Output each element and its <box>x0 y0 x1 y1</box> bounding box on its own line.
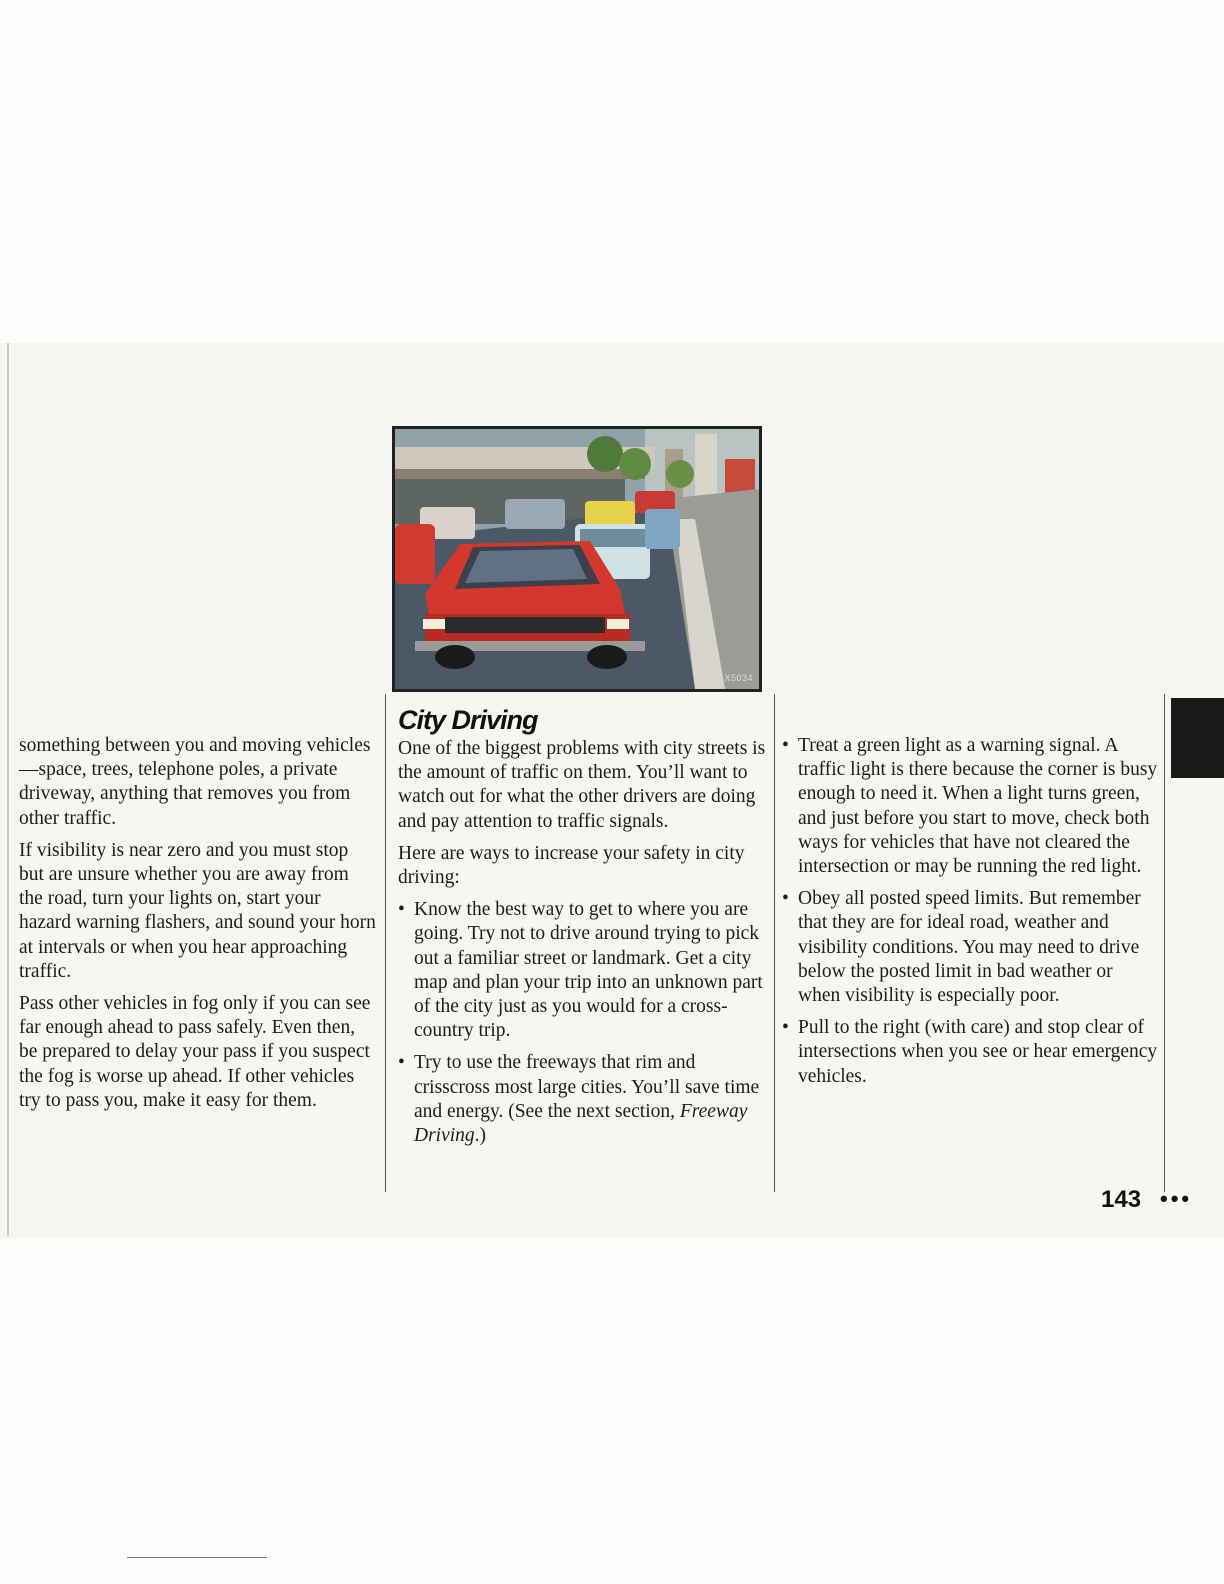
column-divider <box>385 694 386 1192</box>
bullet-icon: • <box>782 1017 789 1039</box>
paragraph: One of the biggest problems with city streets is the amount of traffic on them. You’ll want to watch out for what the other drivers are doing and pay attention to traffic signals. <box>398 738 766 832</box>
list-item-text: Pull to the right (with care) and stop clear of intersections when you see or hear emergency vehicles. <box>798 1017 1158 1087</box>
traffic-jam-picture <box>395 429 759 689</box>
list-item-text: Obey all posted speed limits. But remember that they are for ideal road, weather and visibility conditions. You may need to drive below the posted limit in bad weather or when visibility is especially poor. <box>798 888 1141 1007</box>
bullet-icon: • <box>782 735 789 756</box>
cross-reference: Freeway Driving <box>414 1100 748 1147</box>
right-column <box>782 734 1158 1097</box>
column-divider <box>1164 694 1165 1192</box>
list-item <box>782 734 1158 879</box>
paragraph: If visibility is near zero and you must stop but are unsure whether you are away from the road, turn your lights on, start your hazard warning flashers, and sound your horn at intervals or when you hear approaching traffic. <box>19 839 376 982</box>
column-divider <box>774 694 775 1192</box>
left-column <box>19 734 376 1121</box>
page-dots-icon: ••• <box>1160 1186 1193 1211</box>
list-item-text: Treat a green light as a warning signal. A traffic light is there because the corner is busy enough to need it. When a light turns green, and just before you start to move, check both ways for vehicles that have not cleared the intersection or may be running the red light. <box>798 735 1158 878</box>
list-item-text: Try to use the freeways that rim and crisscross most large cities. You’ll save time and energy. (See the next section, <box>414 1052 760 1122</box>
list-item <box>398 898 766 1043</box>
list-item <box>782 1016 1158 1089</box>
page-number: 143 <box>1101 1186 1142 1213</box>
list-item-text: Know the best way to get to where you are going. Try not to drive around trying to pick out a familiar street or landmark. Get a city map and plan your trip into an unknown part of the city just as you would for a cross-country trip. <box>414 899 763 1042</box>
safety-tips-list <box>398 898 766 1148</box>
page-edge-rule <box>7 343 9 1236</box>
section-tab-marker <box>1171 698 1224 778</box>
bullet-icon: • <box>398 899 405 921</box>
list-item-text-end: .) <box>474 1125 487 1147</box>
paragraph: something between you and moving vehicles—space, trees, telephone poles, a private driveway, anything that removes you from other traffic. <box>19 735 371 829</box>
safety-tips-list <box>782 734 1158 1089</box>
paragraph: Pass other vehicles in fog only if you can see far enough ahead to pass safely. Even then, be prepared to delay your pass if you suspect the fog is worse up ahead. If other vehicles try to pass you, make it easy for them. <box>19 993 371 1111</box>
city-traffic-illustration <box>392 426 762 692</box>
middle-column <box>398 705 766 1156</box>
footer-rule <box>127 1557 267 1558</box>
list-item <box>398 1051 766 1148</box>
list-item <box>782 887 1158 1008</box>
figure-code: X5034 <box>724 673 753 683</box>
section-heading: City Driving <box>398 705 538 735</box>
bullet-icon: • <box>782 888 789 910</box>
paragraph: Here are ways to increase your safety in city driving: <box>398 842 745 889</box>
bullet-icon: • <box>398 1052 405 1074</box>
